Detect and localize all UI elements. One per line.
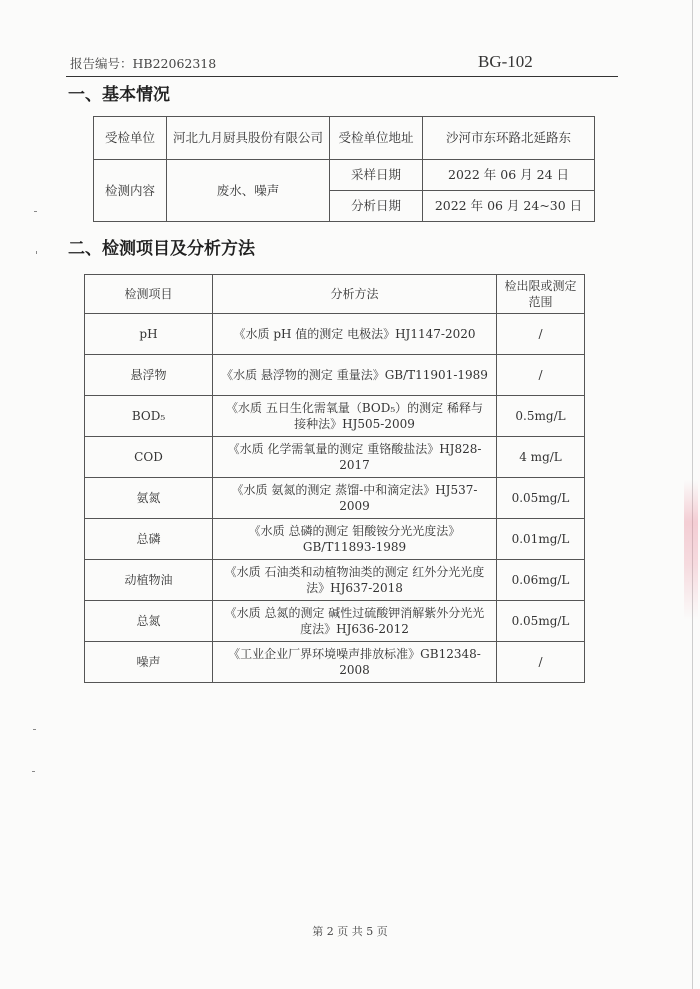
limit-value: / (497, 355, 585, 396)
item-name: BOD₅ (85, 396, 213, 437)
scan-mark (33, 729, 36, 730)
limit-value: 0.5mg/L (497, 396, 585, 437)
limit-value: 0.01mg/L (497, 519, 585, 560)
method-text: 《水质 pH 值的测定 电极法》HJ1147-2020 (213, 314, 497, 355)
method-text: 《水质 氨氮的测定 蒸馏-中和滴定法》HJ537-2009 (213, 478, 497, 519)
item-name: pH (85, 314, 213, 355)
header-method: 分析方法 (213, 275, 497, 314)
table-row (94, 117, 595, 160)
item-name: 氨氮 (85, 478, 213, 519)
page-number: 第 2 页 共 5 页 (312, 925, 388, 938)
table-row (85, 560, 585, 601)
table-row (85, 601, 585, 642)
method-text: 《水质 化学需氧量的测定 重铬酸盐法》HJ828-2017 (213, 437, 497, 478)
address-label: 受检单位地址 (330, 117, 423, 160)
table-row (85, 355, 585, 396)
item-name: 噪声 (85, 642, 213, 683)
limit-value: 0.05mg/L (497, 601, 585, 642)
limit-value: / (497, 642, 585, 683)
method-text: 《水质 总氮的测定 碱性过硫酸钾消解紫外分光光度法》HJ636-2012 (213, 601, 497, 642)
analysis-label: 分析日期 (330, 191, 423, 222)
document-code: BG-102 (478, 52, 533, 71)
section-title-items-methods: 二、检测项目及分析方法 (68, 239, 255, 259)
table-row (85, 478, 585, 519)
item-name: 动植物油 (85, 560, 213, 601)
item-name: 悬浮物 (85, 355, 213, 396)
limit-value: 0.05mg/L (497, 478, 585, 519)
method-text: 《工业企业厂界环境噪声排放标准》GB12348-2008 (213, 642, 497, 683)
header-limit: 检出限或测定范围 (497, 275, 585, 314)
table-row (85, 396, 585, 437)
header-item: 检测项目 (85, 275, 213, 314)
item-name: 总氮 (85, 601, 213, 642)
header-rule (66, 76, 618, 77)
scan-mark (32, 771, 35, 772)
client-value: 河北九月厨具股份有限公司 (167, 117, 330, 160)
item-name: COD (85, 437, 213, 478)
table-header-row (85, 275, 585, 314)
scan-mark (36, 251, 37, 254)
method-text: 《水质 五日生化需氧量（BOD₅）的测定 稀释与接种法》HJ505-2009 (213, 396, 497, 437)
method-text: 《水质 悬浮物的测定 重量法》GB/T11901-1989 (213, 355, 497, 396)
content-label: 检测内容 (94, 160, 167, 222)
table-row (85, 314, 585, 355)
item-name: 总磷 (85, 519, 213, 560)
method-text: 《水质 石油类和动植物油类的测定 红外分光光度法》HJ637-2018 (213, 560, 497, 601)
client-label: 受检单位 (94, 117, 167, 160)
limit-value: / (497, 314, 585, 355)
limit-value: 0.06mg/L (497, 560, 585, 601)
analysis-value: 2022 年 06 月 24~30 日 (423, 191, 595, 222)
methods-table (84, 274, 585, 683)
table-row (85, 642, 585, 683)
content-value: 废水、噪声 (167, 160, 330, 222)
ink-stain (684, 480, 698, 620)
limit-value: 4 mg/L (497, 437, 585, 478)
scan-mark (34, 211, 37, 212)
report-number: 报告编号：HB22062318 (70, 56, 217, 71)
sampling-value: 2022 年 06 月 24 日 (423, 160, 595, 191)
table-row (85, 437, 585, 478)
basic-info-table (93, 116, 595, 222)
address-value: 沙河市东环路北延路东 (423, 117, 595, 160)
table-row (94, 160, 595, 191)
method-text: 《水质 总磷的测定 钼酸铵分光光度法》GB/T11893-1989 (213, 519, 497, 560)
section-title-basic-info: 一、基本情况 (68, 85, 170, 105)
sampling-label: 采样日期 (330, 160, 423, 191)
table-row (85, 519, 585, 560)
